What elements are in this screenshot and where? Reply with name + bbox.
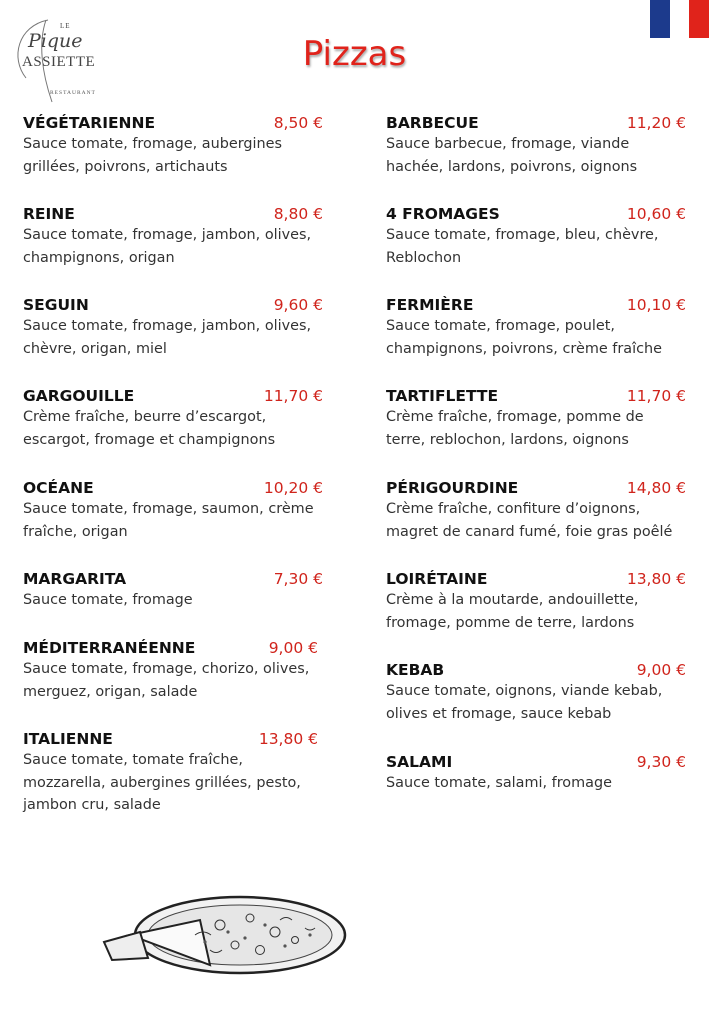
item-price: 8,80 € (273, 205, 323, 223)
item-price: 11,20 € (626, 114, 686, 132)
item-price: 9,00 € (636, 661, 686, 679)
item-price: 13,80 € (258, 730, 318, 748)
item-name: GARGOUILLE (23, 387, 135, 405)
menu-item (386, 114, 686, 178)
item-description: Sauce tomate, fromage, jambon, olives, chèvre, origan, miel (23, 318, 312, 357)
item-price: 8,50 € (273, 114, 323, 132)
item-description: Sauce tomate, oignons, viande kebab, olives et fromage, sauce kebab (386, 683, 663, 722)
item-description: Sauce tomate, tomate fraîche, mozzarella, aubergines grillées, pesto, jambon cru, salade (23, 752, 301, 813)
item-price: 10,10 € (626, 296, 686, 314)
logo-restaurant: RESTAURANT (50, 90, 96, 96)
item-price: 9,30 € (636, 753, 686, 771)
menu-item (386, 479, 686, 543)
item-description: Sauce tomate, salami, fromage (386, 775, 612, 791)
menu-item (23, 479, 323, 543)
item-name: ITALIENNE (23, 730, 113, 748)
item-name: VÉGÉTARIENNE (23, 114, 156, 132)
menu-item (386, 205, 686, 269)
item-price: 9,60 € (273, 296, 323, 314)
item-description: Crème fraîche, fromage, pomme de terre, reblochon, lardons, oignons (386, 409, 644, 448)
item-price: 10,20 € (263, 479, 323, 497)
flag-stripe-white (670, 0, 690, 38)
menu-item (386, 661, 686, 725)
item-name: BARBECUE (386, 114, 479, 132)
item-price: 14,80 € (626, 479, 686, 497)
item-description: Sauce tomate, fromage (23, 592, 193, 608)
menu-item (23, 296, 323, 360)
item-description: Crème fraîche, beurre d’escargot, escargot, fromage et champignons (23, 409, 276, 448)
item-name: PÉRIGOURDINE (386, 479, 519, 497)
item-price: 9,00 € (268, 639, 318, 657)
item-price: 11,70 € (263, 387, 323, 405)
menu-item (23, 730, 318, 817)
item-name: FERMIÈRE (386, 296, 474, 314)
menu-item (386, 296, 686, 360)
logo-assiette: ASSIETTE (22, 54, 96, 70)
item-name: LOIRÉTAINE (386, 570, 488, 588)
item-price: 11,70 € (626, 387, 686, 405)
item-name: OCÉANE (23, 479, 94, 497)
item-price: 7,30 € (273, 570, 323, 588)
item-name: 4 FROMAGES (386, 205, 500, 223)
item-name: TARTIFLETTE (386, 387, 499, 405)
pizza-illustration-icon (100, 880, 350, 990)
menu-item (23, 639, 318, 703)
menu-item (23, 570, 323, 612)
logo-le: LE (60, 22, 71, 30)
item-name: SALAMI (386, 753, 453, 771)
menu-item (386, 753, 686, 795)
item-description: Sauce barbecue, fromage, viande hachée, lardons, poivrons, oignons (386, 136, 638, 175)
item-description: Crème à la moutarde, andouillette, fromage, pomme de terre, lardons (386, 592, 639, 631)
item-name: KEBAB (386, 661, 445, 679)
menu-item (23, 387, 323, 451)
item-price: 10,60 € (626, 205, 686, 223)
french-flag-icon[interactable] (650, 0, 709, 38)
item-description: Sauce tomate, fromage, poulet, champignons, poivrons, crème fraîche (386, 318, 662, 357)
item-name: MARGARITA (23, 570, 127, 588)
item-description: Sauce tomate, fromage, saumon, crème fraîche, origan (23, 501, 314, 540)
item-description: Crème fraîche, confiture d’oignons, magret de canard fumé, foie gras poêlé (386, 501, 673, 540)
item-description: Sauce tomate, fromage, jambon, olives, champignons, origan (23, 227, 312, 266)
item-description: Sauce tomate, fromage, bleu, chèvre, Reblochon (386, 227, 659, 266)
item-description: Sauce tomate, fromage, chorizo, olives, merguez, origan, salade (23, 661, 310, 700)
flag-stripe-blue (650, 0, 670, 38)
flag-stripe-red (689, 0, 709, 38)
item-name: SEGUIN (23, 296, 89, 314)
item-price: 13,80 € (626, 570, 686, 588)
menu-item (23, 205, 323, 269)
menu-item (386, 387, 686, 451)
item-description: Sauce tomate, fromage, aubergines grillées, poivrons, artichauts (23, 136, 282, 175)
page-title: Pizzas (302, 34, 407, 74)
item-name: MÉDITERRANÉENNE (23, 639, 196, 657)
menu-item (23, 114, 323, 178)
logo-pique: Pique (28, 30, 83, 52)
item-name: REINE (23, 205, 75, 223)
menu-item (386, 570, 686, 634)
